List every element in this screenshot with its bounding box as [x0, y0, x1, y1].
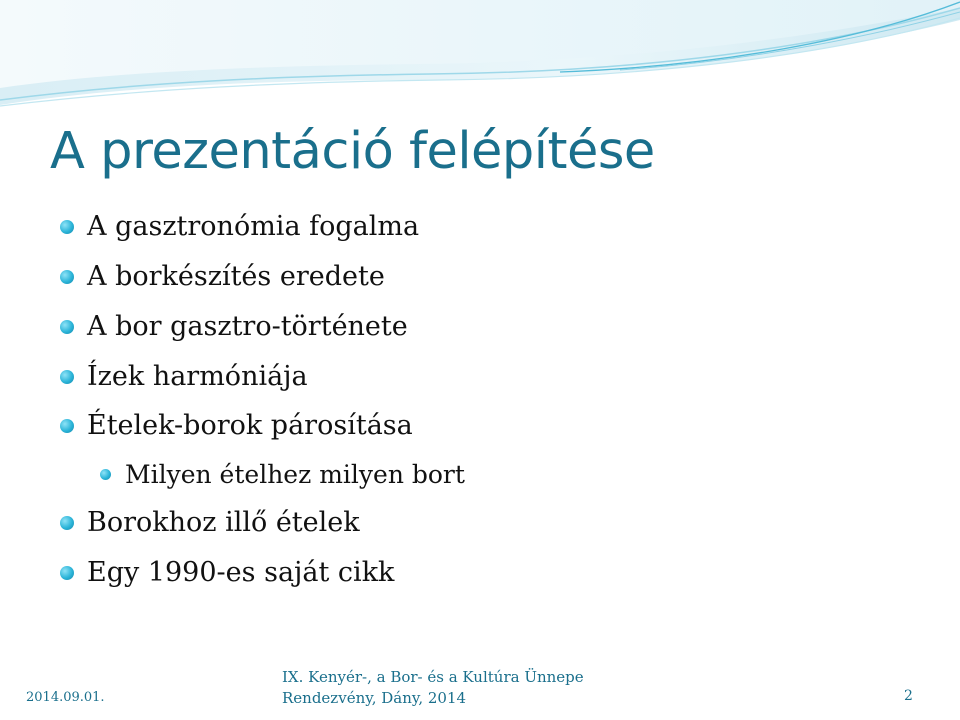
bullet-text: Egy 1990-es saját cikk	[87, 557, 395, 588]
bullet-item	[60, 557, 394, 588]
bullet-dot-icon	[60, 566, 74, 580]
bullet-item	[60, 507, 360, 538]
bullet-text: Ízek harmóniája	[87, 361, 308, 392]
bullet-item	[60, 361, 308, 392]
bullet-item	[60, 261, 385, 292]
sub-bullet-item	[100, 460, 465, 489]
bullet-dot-icon	[60, 220, 74, 234]
bullet-item	[60, 211, 419, 242]
bullet-dot-icon	[60, 516, 74, 530]
footer-event-line1: IX. Kenyér-, a Bor- és a Kultúra Ünnepe	[282, 668, 584, 686]
bullet-dot-icon	[100, 469, 111, 480]
bullet-text: A gasztronómia fogalma	[87, 211, 420, 242]
bullet-text: Ételek-borok párosítása	[87, 410, 413, 441]
bullet-text: Borokhoz illő ételek	[87, 507, 360, 538]
bullet-dot-icon	[60, 419, 74, 433]
page-number: 2	[904, 688, 913, 704]
bullet-dot-icon	[60, 270, 74, 284]
footer-event-line2: Rendezvény, Dány, 2014	[282, 689, 467, 707]
bullet-text: A borkészítés eredete	[87, 261, 385, 292]
bullet-dot-icon	[60, 370, 74, 384]
bullet-dot-icon	[60, 320, 74, 334]
bullet-item	[60, 410, 413, 441]
footer-date: 2014.09.01.	[26, 690, 105, 705]
bullet-text: A bor gasztro-története	[87, 311, 408, 342]
slide-title: A prezentáció felépítése	[50, 122, 655, 181]
bullet-text: Milyen ételhez milyen bort	[125, 460, 465, 489]
bullet-item	[60, 311, 408, 342]
footer-event	[282, 667, 584, 709]
